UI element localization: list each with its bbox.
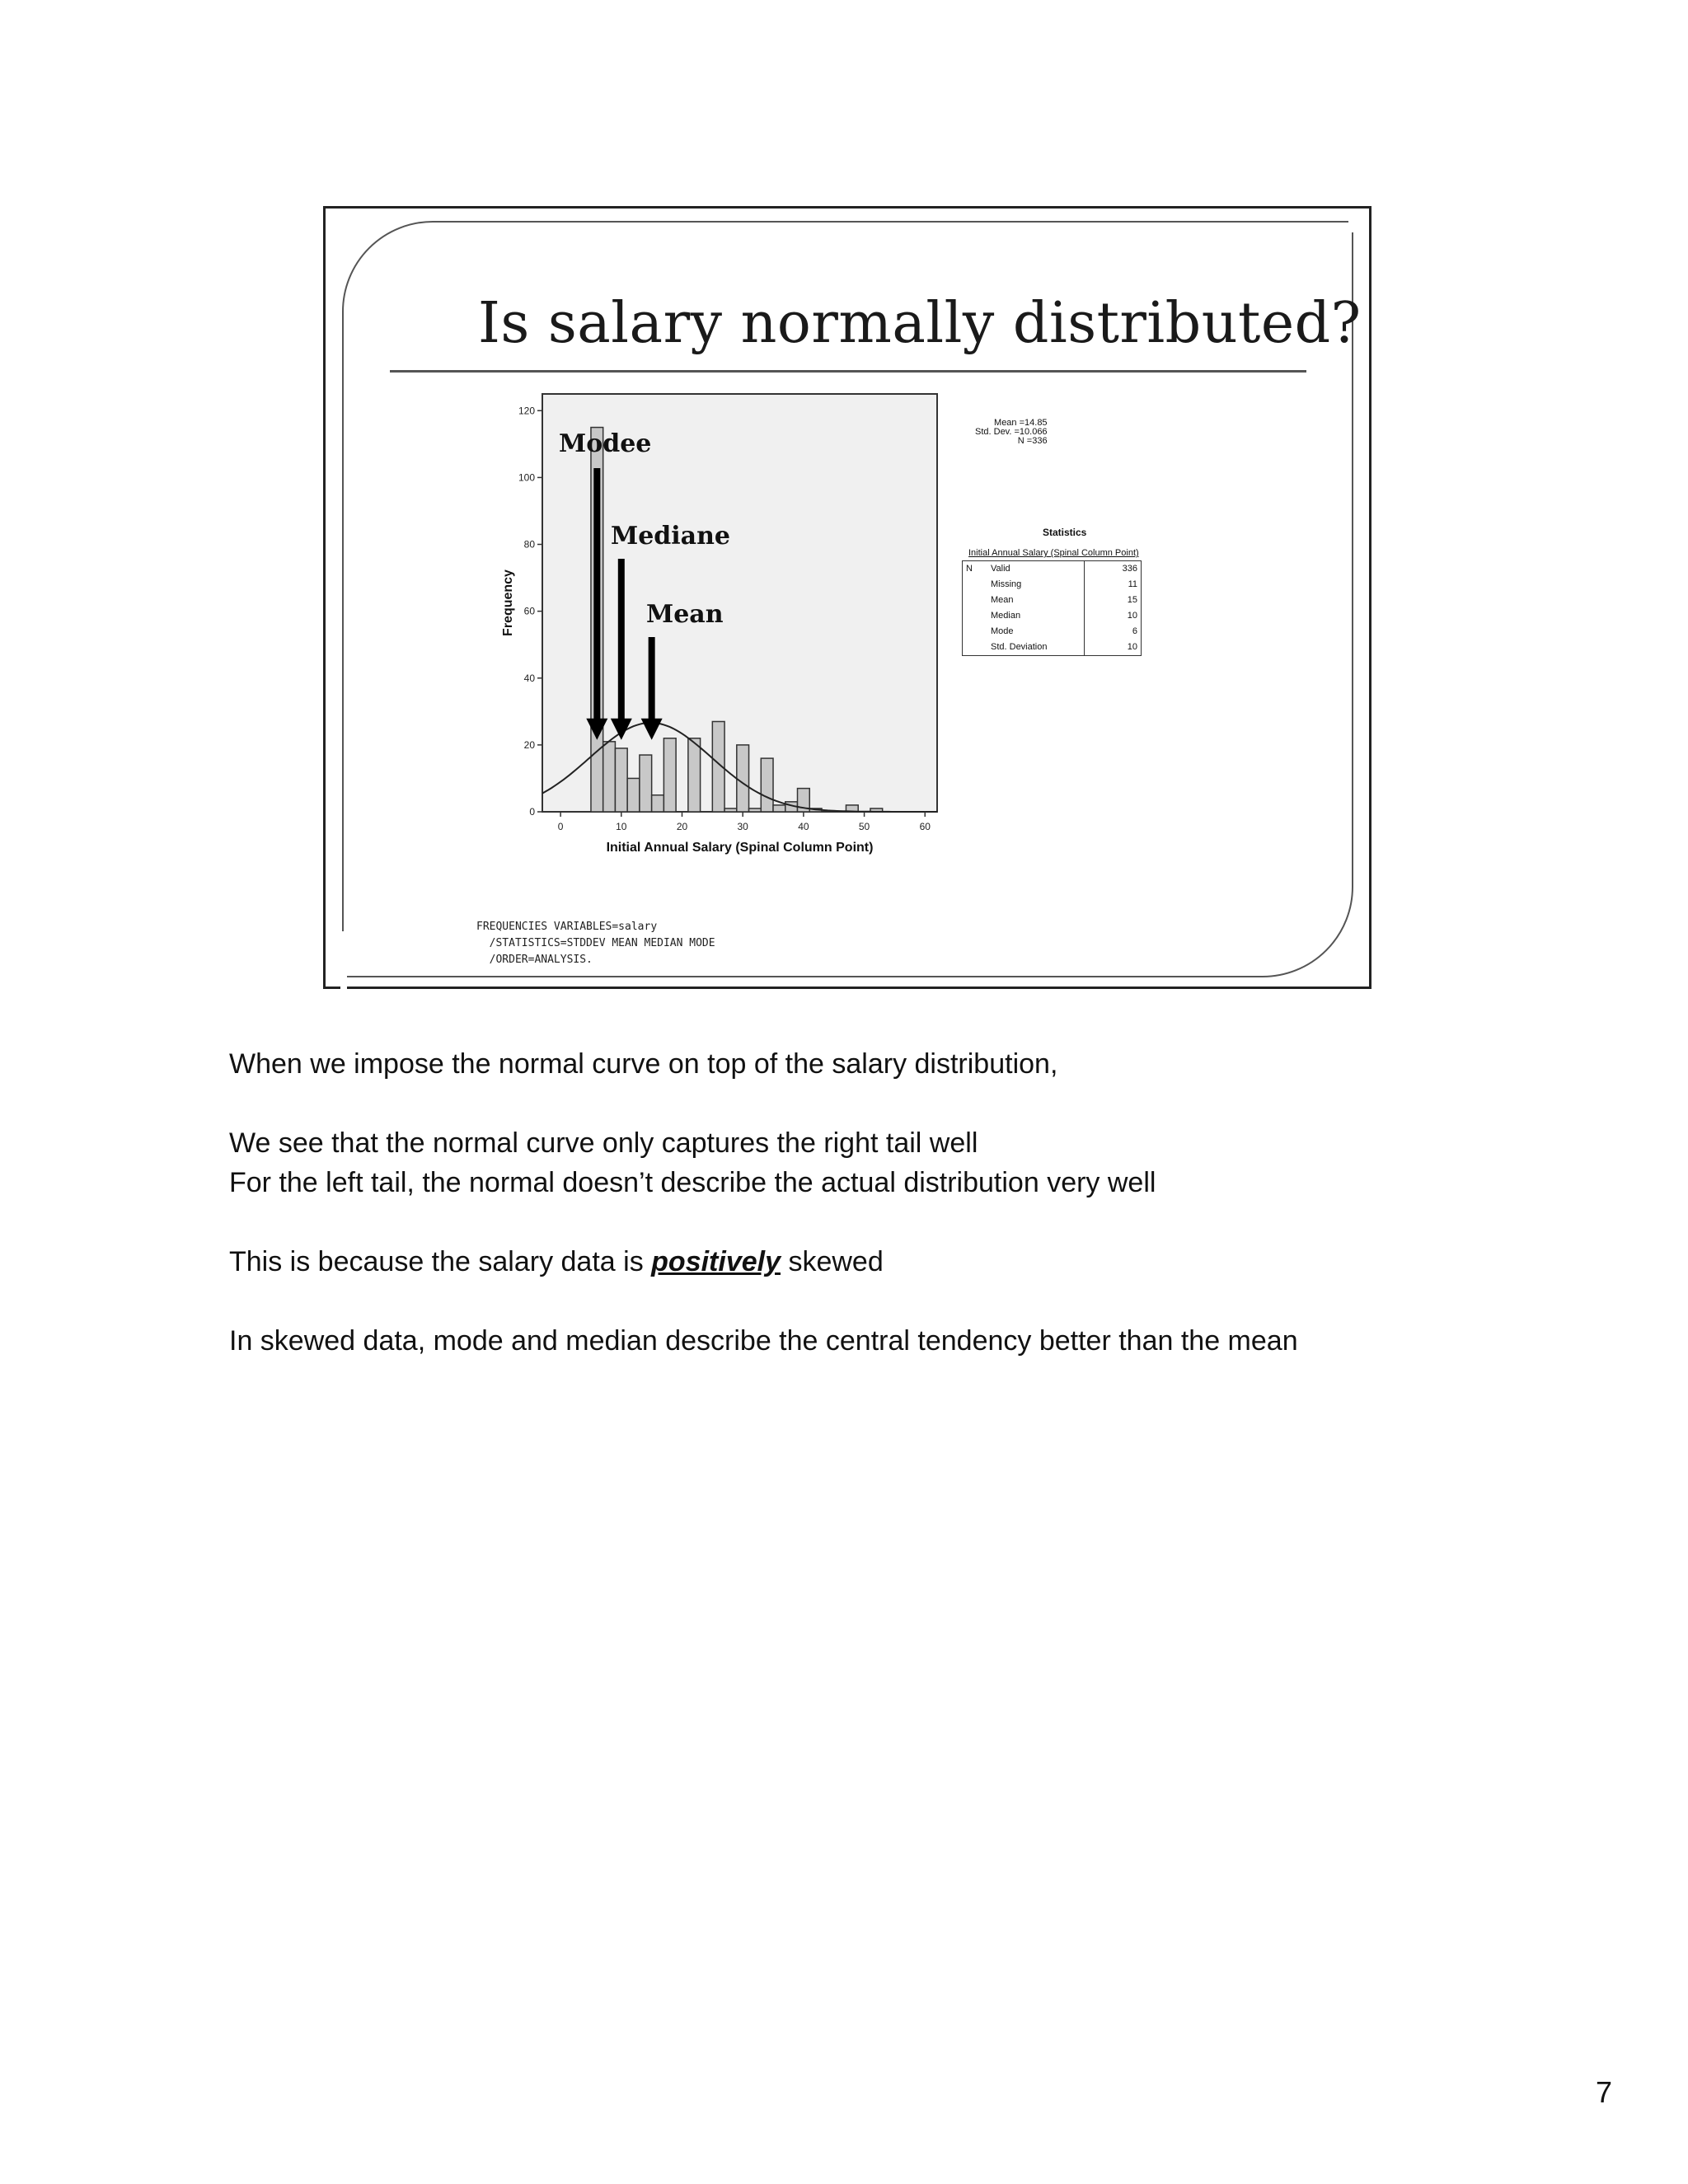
statistics-group [963,608,988,624]
statistics-group [963,593,988,608]
median-annotation: Mediane [611,522,731,551]
statistics-label: Valid [991,564,1010,574]
slide-title: Is salary normally distributed? [478,291,1362,356]
histogram-bar [615,748,627,812]
slide-thumbnail [323,206,1372,989]
syntax-line: /STATISTICS=STDDEV MEAN MEDIAN MODE [476,937,715,949]
histogram-bar [688,738,701,812]
statistics-row [963,608,1142,624]
x-tick-label: 60 [919,821,931,832]
statistics-table [962,560,1142,656]
syntax-line: FREQUENCIES VARIABLES=salary [476,921,658,933]
page-number: 7 [1596,2075,1613,2109]
x-tick-label: 20 [676,821,688,832]
statistics-group [963,624,988,640]
histogram-bar [773,805,785,812]
x-tick-label: 10 [616,821,627,832]
statistics-row [963,593,1142,608]
x-tick-label: 30 [737,821,748,832]
statistics-value: 11 [1085,577,1142,593]
statistics-label: Std. Deviation [991,642,1048,652]
summary-mean: Mean =14.85 [994,418,1048,428]
histogram-bar [640,755,652,812]
statistics-label: Mean [991,595,1014,605]
spss-syntax [476,919,715,968]
note-line-skew [229,1246,884,1278]
statistics-value: 10 [1085,640,1142,656]
histogram-chart [326,209,1369,987]
statistics-label: Median [991,611,1021,621]
statistics-group [963,640,988,656]
x-tick-label: 40 [798,821,809,832]
statistics-row [963,577,1142,593]
statistics-value: 336 [1085,561,1142,578]
statistics-label: Mode [991,626,1014,636]
note-text: skewed [781,1246,884,1277]
note-text: This is because the salary data is [229,1246,652,1277]
statistics-value: 10 [1085,608,1142,624]
x-axis-label: Initial Annual Salary (Spinal Column Point) [606,841,874,855]
mode-annotation: Modee [559,429,652,458]
y-tick-label: 120 [518,405,535,417]
summary-std-dev: Std. Dev. =10.066 [975,427,1048,437]
statistics-row [963,624,1142,640]
histogram-bar [724,808,737,812]
note-line: When we impose the normal curve on top of the salary distribution, [229,1048,1058,1080]
y-axis-label: Frequency [501,569,515,636]
statistics-value: 15 [1085,593,1142,608]
y-tick-label: 100 [518,471,535,484]
histogram-bar [652,795,664,812]
y-tick-label: 0 [529,806,535,818]
statistics-subtitle: Initial Annual Salary (Spinal Column Point) [968,548,1139,558]
statistics-group: N [966,564,973,574]
syntax-line: /ORDER=ANALYSIS. [476,954,593,966]
histogram-bar [663,738,676,812]
y-tick-label: 20 [523,738,535,751]
note-line: In skewed data, mode and median describe the central tendency better than the mean [229,1325,1298,1357]
statistics-row [963,561,1142,578]
x-tick-label: 0 [557,821,564,832]
histogram-bar [761,758,773,812]
histogram-bar [603,742,616,812]
statistics-group [963,577,988,593]
summary-n: N =336 [1017,436,1048,446]
y-tick-label: 80 [523,538,535,551]
mean-annotation: Mean [646,600,724,629]
statistics-label: Missing [991,579,1022,589]
y-tick-label: 60 [523,605,535,617]
summary-stats [975,419,1048,446]
note-line: We see that the normal curve only captures the right tail well [229,1127,978,1159]
histogram-bar [749,808,762,812]
statistics-heading: Statistics [1043,527,1087,538]
x-tick-label: 50 [858,821,870,832]
histogram-bar [627,778,640,812]
note-line: For the left tail, the normal doesn’t describe the actual distribution very well [229,1167,1156,1198]
histogram-bar [737,745,749,812]
statistics-row [963,640,1142,656]
y-tick-label: 40 [523,672,535,684]
emphasis-positively: positively [651,1246,781,1277]
statistics-value: 6 [1085,624,1142,640]
